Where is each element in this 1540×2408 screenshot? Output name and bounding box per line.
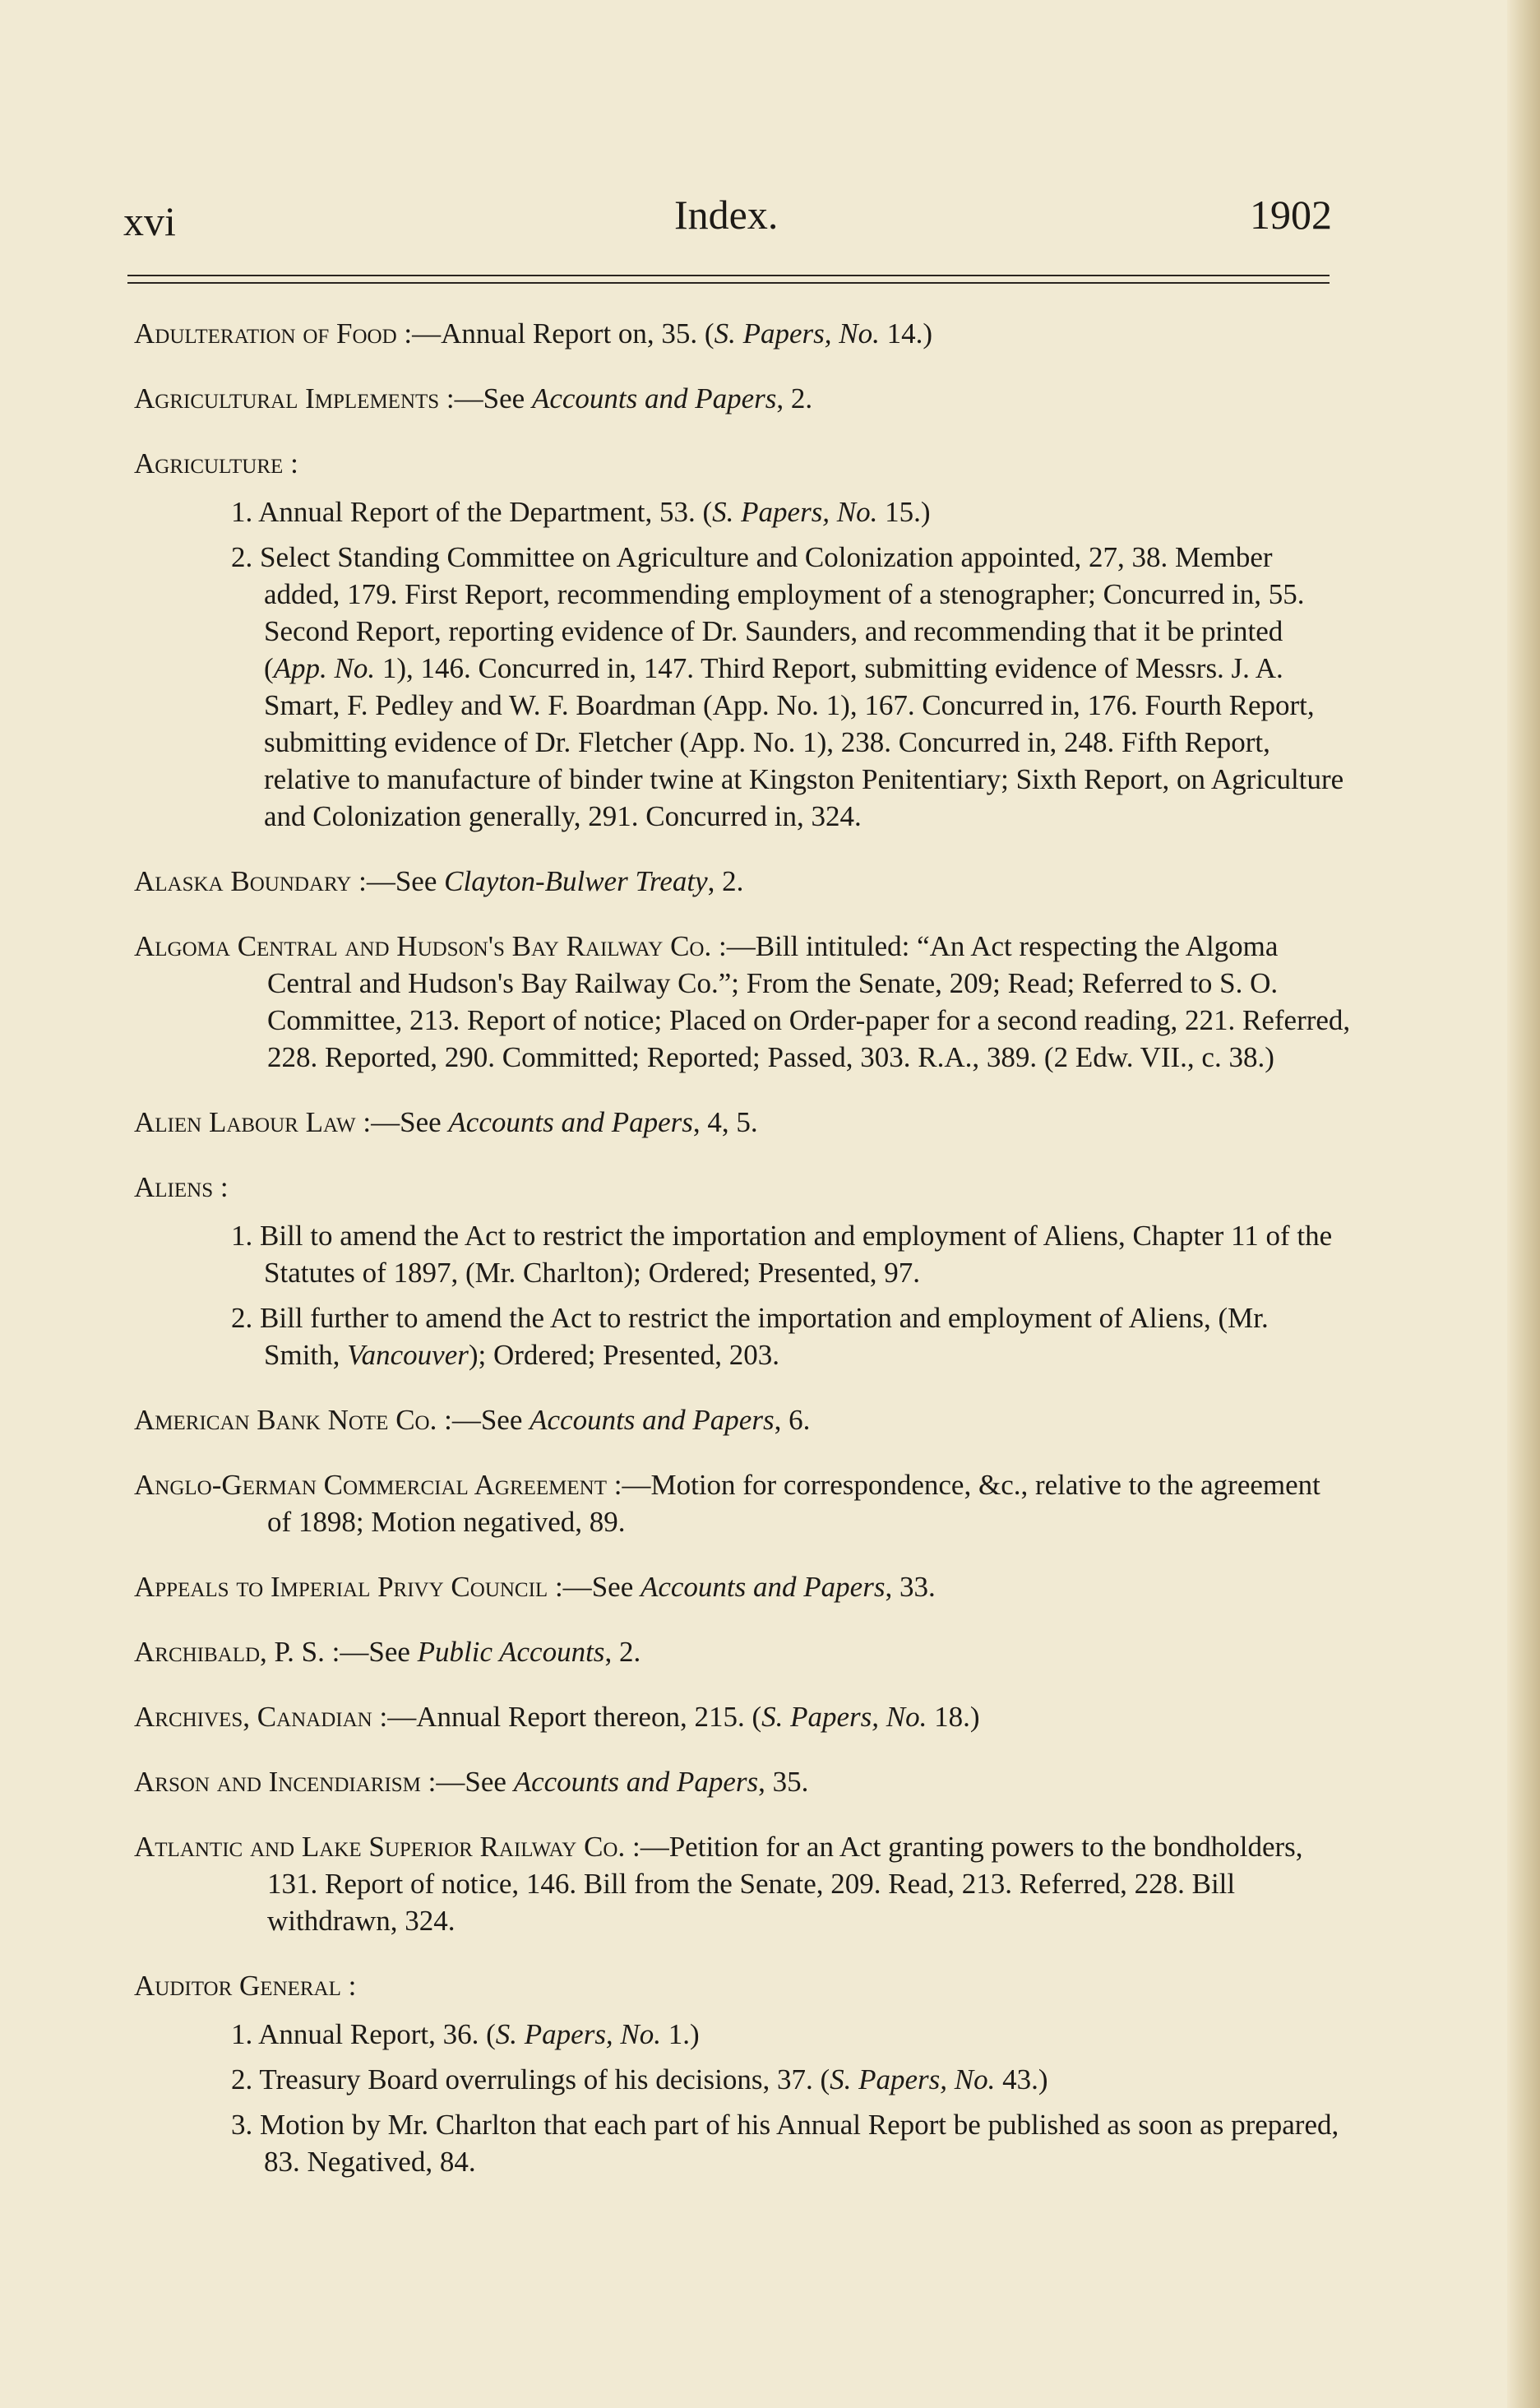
entry-heading: Aliens [134,1171,214,1203]
sub-entry-list [134,1217,1351,1373]
index-entry [134,445,1351,482]
entry-heading: Alaska Boundary [134,865,352,897]
entry-separator: :— [372,1701,417,1733]
header-rule-top [127,275,1330,276]
sub-entry-number: 1. [231,1220,253,1252]
entry-text-after: , 33. [885,1571,936,1603]
sub-entry [134,1217,1351,1291]
page-year: 1902 [1250,192,1332,238]
sub-entry-number: 2. [231,2063,253,2095]
entry-heading: Alien Labour Law [134,1106,356,1138]
sub-entry-text-after: ); Ordered; Presented, 203. [468,1339,779,1371]
sub-entry-text-after: 43.) [995,2063,1048,2095]
page-title: Index. [674,192,779,238]
entry-separator: :— [420,1766,465,1798]
entry-italic: S. Papers, No. [761,1701,927,1733]
sub-entry-text: Motion by Mr. Charlton that each part of his Annual Report be published as soon as prepared, 83. Negatived, 84. [260,2109,1339,2178]
index-entry [134,1967,1351,2004]
entry-separator: : [283,447,298,479]
sub-entry-text: Treasury Board overrulings of his decisions, 37. ( [259,2063,830,2095]
entry-separator: :— [439,382,483,414]
entry-text: Petition for an Act granting powers to the bondholders, 131. Report of notice, 146. Bill from the Senate, 209. Read, 213. Referred, 228. Bill withdrawn, 324. [267,1831,1303,1937]
entry-text: Annual Report on, 35. ( [441,317,715,350]
index-entry [134,928,1351,1076]
entry-separator: :— [437,1404,481,1436]
sub-entry-list [134,2016,1351,2180]
sub-entry-text-after: 1.) [661,2018,700,2050]
entry-heading: Appeals to Imperial Privy Council [134,1571,548,1603]
sub-entry [134,2016,1351,2053]
entry-text: See [591,1571,641,1603]
index-entry [134,1104,1351,1141]
sub-entry-number: 3. [231,2109,253,2141]
entry-text: Motion for correspondence, &c., relative to the agreement of 1898; Motion negatived, 89. [267,1469,1320,1538]
entry-italic: Accounts and Papers [530,1404,775,1436]
sub-entry [134,1299,1351,1373]
entry-text-after: , 2. [707,865,744,897]
sub-entry-text: Annual Report of the Department, 53. ( [258,496,713,528]
index-entry [134,1633,1351,1670]
sub-entry [134,2061,1351,2098]
entry-separator: :— [548,1571,592,1603]
sub-entry-text: Annual Report, 36. ( [258,2018,496,2050]
sub-entry-text: Bill to amend the Act to restrict the importation and employment of Aliens, Chapter 11 of the Statutes of 1897, (Mr. Charlton); Ordered; Presented, 97. [260,1220,1333,1289]
entry-text-after: , 2. [604,1636,641,1668]
page-header [0,191,1540,257]
entry-text: See [400,1106,449,1138]
sub-entry [134,2106,1351,2180]
sub-entry-text-after: 1), 146. Concurred in, 147. Third Report, submitting evidence of Messrs. J. A. Smart, F. Pedley and W. F. Boardman (App. No. 1), 167. Concurred in, 176. Fourth Report, submitting evidence of Dr. Fletcher (App. No. 1), 238. Concurred in, 248. Fifth Report, relative to manufacture of binder twine at Kingston Penitentiary; Sixth Report, on Agriculture and Colonization generally, 291. Concurred in, 324. [264,652,1344,832]
entry-text: See [465,1766,514,1798]
sub-entry-number: 2. [231,1302,253,1334]
entry-heading: Anglo-German Commercial Agreement [134,1469,607,1501]
entry-heading: Adulteration of Food [134,317,397,350]
entry-text-after: 14.) [879,317,932,350]
entry-heading: American Bank Note Co. [134,1404,437,1436]
sub-entry-italic: Vancouver [347,1339,469,1371]
sub-entry-italic: App. No. [273,652,376,684]
entry-separator: :— [625,1831,669,1863]
sub-entry-text-after: 15.) [877,496,931,528]
page-edge [1507,0,1540,2408]
entry-text-after: , 4, 5. [692,1106,758,1138]
entry-italic: S. Papers, No. [714,317,880,350]
entry-heading: Agricultural Implements [134,382,440,414]
entry-heading: Archibald, P. S. [134,1636,325,1668]
entry-text-after: , 6. [774,1404,811,1436]
sub-entry [134,493,1351,530]
index-entry [134,1698,1351,1735]
index-entry [134,1401,1351,1438]
sub-entry-text: Select Standing Committee on Agriculture and Colonization appointed, 27, 38. Member added, 179. First Report, recommending employment of a stenographer; Concurred in, 55. Second Report, reporting evidence of Dr. Saunders, and recommending that it be printed ( [260,541,1305,684]
index-entry [134,1169,1351,1206]
entry-text: See [483,382,532,414]
index-entry [134,1763,1351,1800]
entry-separator: :— [355,1106,400,1138]
entry-italic: Accounts and Papers [531,382,777,414]
entry-separator: : [213,1171,229,1203]
index-entry [134,863,1351,900]
sub-entry-italic: S. Papers, No. [495,2018,662,2050]
entry-italic: Accounts and Papers [640,1571,886,1603]
sub-entry [134,539,1351,835]
entry-heading: Algoma Central and Hudson's Bay Railway Co. [134,930,712,962]
entry-italic: Accounts and Papers [513,1766,759,1798]
entry-heading: Auditor General [134,1970,341,2002]
index-entry [134,315,1351,352]
entry-separator: :— [711,930,756,962]
entry-heading: Atlantic and Lake Superior Railway Co. [134,1831,626,1863]
sub-entry-number: 2. [231,541,253,573]
sub-entry-number: 1. [231,2018,253,2050]
header-rule-bottom [127,282,1330,284]
index-entry [134,1828,1351,1939]
entry-separator: :— [396,317,442,350]
entry-separator: :— [324,1636,369,1668]
entry-separator: :— [351,865,395,897]
entry-italic: Accounts and Papers [448,1106,693,1138]
entry-text-after: , 35. [758,1766,809,1798]
entry-italic: Public Accounts [417,1636,605,1668]
index-entry [134,1466,1351,1540]
sub-entry-italic: S. Papers, No. [830,2063,996,2095]
sub-entry-number: 1. [231,496,253,528]
page-number: xvi [123,198,176,244]
entry-separator: :— [607,1469,651,1501]
entry-italic: Clayton-Bulwer Treaty [444,865,708,897]
entry-text: See [368,1636,418,1668]
index-entry [134,380,1351,417]
entry-heading: Agriculture [134,447,284,479]
entry-heading: Archives, Canadian [134,1701,372,1733]
entry-text: Bill intituled: “An Act respecting the Algoma Central and Hudson's Bay Railway Co.”; From the Senate, 209; Read; Referred to S. O. Committee, 213. Report of notice; Placed on Order-paper for a second reading, 221. Referred, 228. Reported, 290. Committed; Reported; Passed, 303. R.A., 389. (2 Edw. VII., c. 38.) [267,930,1351,1073]
index-content [134,315,1351,2208]
entry-text-after: , 2. [776,382,813,414]
entry-text: See [480,1404,530,1436]
entry-heading: Arson and Incendiarism [134,1766,421,1798]
entry-text: Annual Report thereon, 215. ( [416,1701,762,1733]
sub-entry-italic: S. Papers, No. [712,496,878,528]
sub-entry-text: Bill further to amend the Act to restrict the importation and employment of Aliens, (Mr. Smith, [260,1302,1269,1371]
entry-text: See [395,865,445,897]
entry-separator: : [340,1970,357,2002]
entry-text-after: 18.) [927,1701,980,1733]
sub-entry-list [134,493,1351,835]
index-entry [134,1568,1351,1605]
